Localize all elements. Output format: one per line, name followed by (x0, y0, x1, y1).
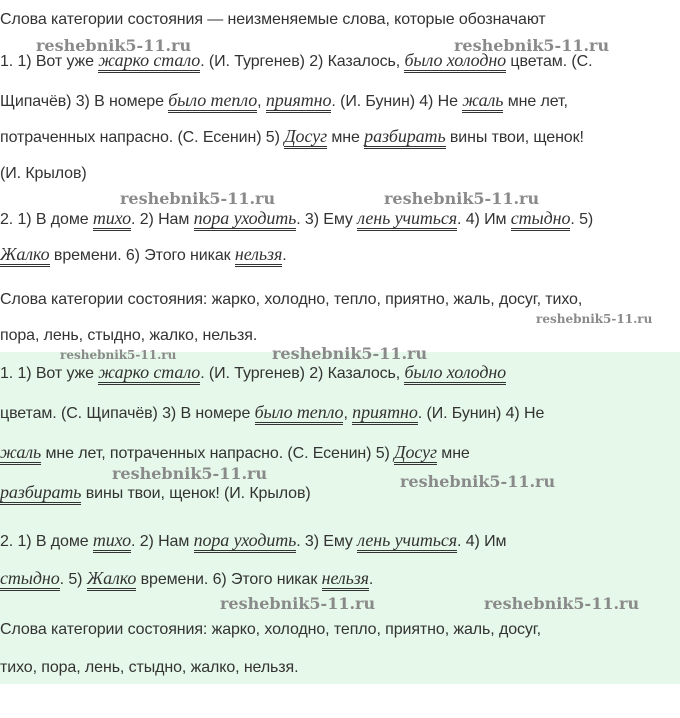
text: . (368, 571, 374, 588)
state-word: лень учиться (357, 208, 457, 231)
answer-ex2-line1 (0, 530, 506, 552)
watermark: reshebnik5-11.ru (536, 312, 653, 326)
text: . (И. Бунин) 4) Не (417, 405, 545, 422)
text: 1. 1) Вот уже (0, 53, 99, 70)
state-word: тихо (93, 530, 131, 553)
state-word: разбирать (0, 482, 81, 505)
text: вины твои, щенок! (445, 129, 584, 146)
text: 2. 1) В доме (0, 533, 93, 550)
text: (И. Крылов) (0, 165, 87, 182)
text: мне (327, 129, 365, 146)
answer-ex1-line3 (0, 442, 470, 464)
task-intro (0, 10, 546, 30)
answer-summary-line2 (0, 658, 298, 678)
watermark: reshebnik5-11.ru (112, 464, 268, 483)
text: . 5) (59, 571, 87, 588)
watermark: reshebnik5-11.ru (454, 36, 610, 55)
summary-text: Слова категории состояния: жарко, холодно, тепло, приятно, жаль, досуг, (0, 621, 541, 638)
text: . 3) Ему (296, 211, 358, 228)
state-word: нельзя (235, 244, 282, 267)
text: . 2) Нам (131, 211, 194, 228)
text: . 4) Им (457, 533, 507, 550)
text: времени. 6) Этого никак (49, 247, 235, 264)
text: Щипачёв) 3) В номере (0, 93, 169, 110)
text: . 4) Им (457, 211, 511, 228)
answer-ex1-line4 (0, 482, 311, 504)
text: вины твои, щенок! (И. Крылов) (81, 485, 311, 502)
task-ex2-line2 (0, 244, 287, 266)
state-word: Досуг (284, 126, 327, 149)
state-word: Жалко (0, 244, 50, 267)
state-word: пора уходить (194, 530, 297, 553)
state-word: было холодно (404, 362, 506, 385)
state-word: было холодно (404, 50, 506, 73)
state-word: было тепло (255, 402, 344, 425)
text: потраченных напрасно. (С. Есенин) 5) (0, 129, 285, 146)
task-ex2-line1 (0, 208, 593, 230)
state-word: нельзя (322, 568, 369, 591)
watermark: reshebnik5-11.ru (484, 594, 640, 613)
state-word: тихо (93, 208, 131, 231)
state-word: стыдно (511, 208, 571, 231)
state-word: разбирать (364, 126, 445, 149)
text: . 5) (570, 211, 594, 228)
text: мне лет, потраченных напрасно. (С. Есенин) 5) (41, 445, 395, 462)
answer-summary-line1 (0, 620, 541, 640)
summary-text: Слова категории состояния: жарко, холодно, тепло, приятно, жаль, досуг, тихо, (0, 291, 583, 308)
watermark: reshebnik5-11.ru (272, 344, 428, 363)
text: . (И. Тургенев) 2) Казалось, (200, 365, 405, 382)
state-word: лень учиться (357, 530, 457, 553)
text: 1. 1) Вот уже (0, 365, 99, 382)
answer-ex1-line2 (0, 402, 544, 424)
watermark: reshebnik5-11.ru (220, 594, 376, 613)
text: цветам. (С. Щипачёв) 3) В номере (0, 405, 255, 422)
text: , (257, 93, 266, 110)
text: 2. 1) В доме (0, 211, 93, 228)
state-word: стыдно (0, 568, 60, 591)
watermark: reshebnik5-11.ru (384, 189, 540, 208)
text: . (282, 247, 287, 264)
state-word: приятно (352, 402, 418, 425)
text: . 3) Ему (296, 533, 358, 550)
text: . (И. Тургенев) 2) Казалось, (200, 53, 405, 70)
watermark: reshebnik5-11.ru (120, 189, 276, 208)
watermark: reshebnik5-11.ru (36, 36, 192, 55)
state-word: было тепло (168, 90, 257, 113)
text: цветам. (С. (506, 53, 593, 70)
state-word: жарко стало (98, 362, 200, 385)
summary-text: тихо, пора, лень, стыдно, жалко, нельзя. (0, 659, 299, 676)
text: времени. 6) Этого никак (136, 571, 322, 588)
text: . (И. Бунин) 4) Не (331, 93, 463, 110)
intro-text: Слова категории состояния — неизменяемые слова, которые обозначают (0, 11, 546, 28)
task-ex1-line4 (0, 164, 87, 184)
task-summary-line2 (0, 326, 257, 346)
state-word: Жалко (87, 568, 137, 591)
text: мне лет, (503, 93, 568, 110)
watermark: reshebnik5-11.ru (400, 472, 556, 491)
text: мне (436, 445, 470, 462)
state-word: пора уходить (194, 208, 297, 231)
state-word: жаль (0, 442, 41, 465)
task-summary-line1 (0, 290, 582, 310)
task-ex1-line3 (0, 126, 584, 148)
summary-text: пора, лень, стыдно, жалко, нельзя. (0, 327, 258, 344)
answer-ex2-line2 (0, 568, 373, 590)
text: , (343, 405, 353, 422)
text: . 2) Нам (131, 533, 194, 550)
state-word: приятно (266, 90, 332, 113)
answer-ex1-line1 (0, 362, 506, 384)
watermark: reshebnik5-11.ru (60, 348, 177, 362)
state-word: жаль (462, 90, 503, 113)
state-word: жарко стало (98, 50, 200, 73)
task-ex1-line2 (0, 90, 568, 112)
state-word: Досуг (394, 442, 437, 465)
